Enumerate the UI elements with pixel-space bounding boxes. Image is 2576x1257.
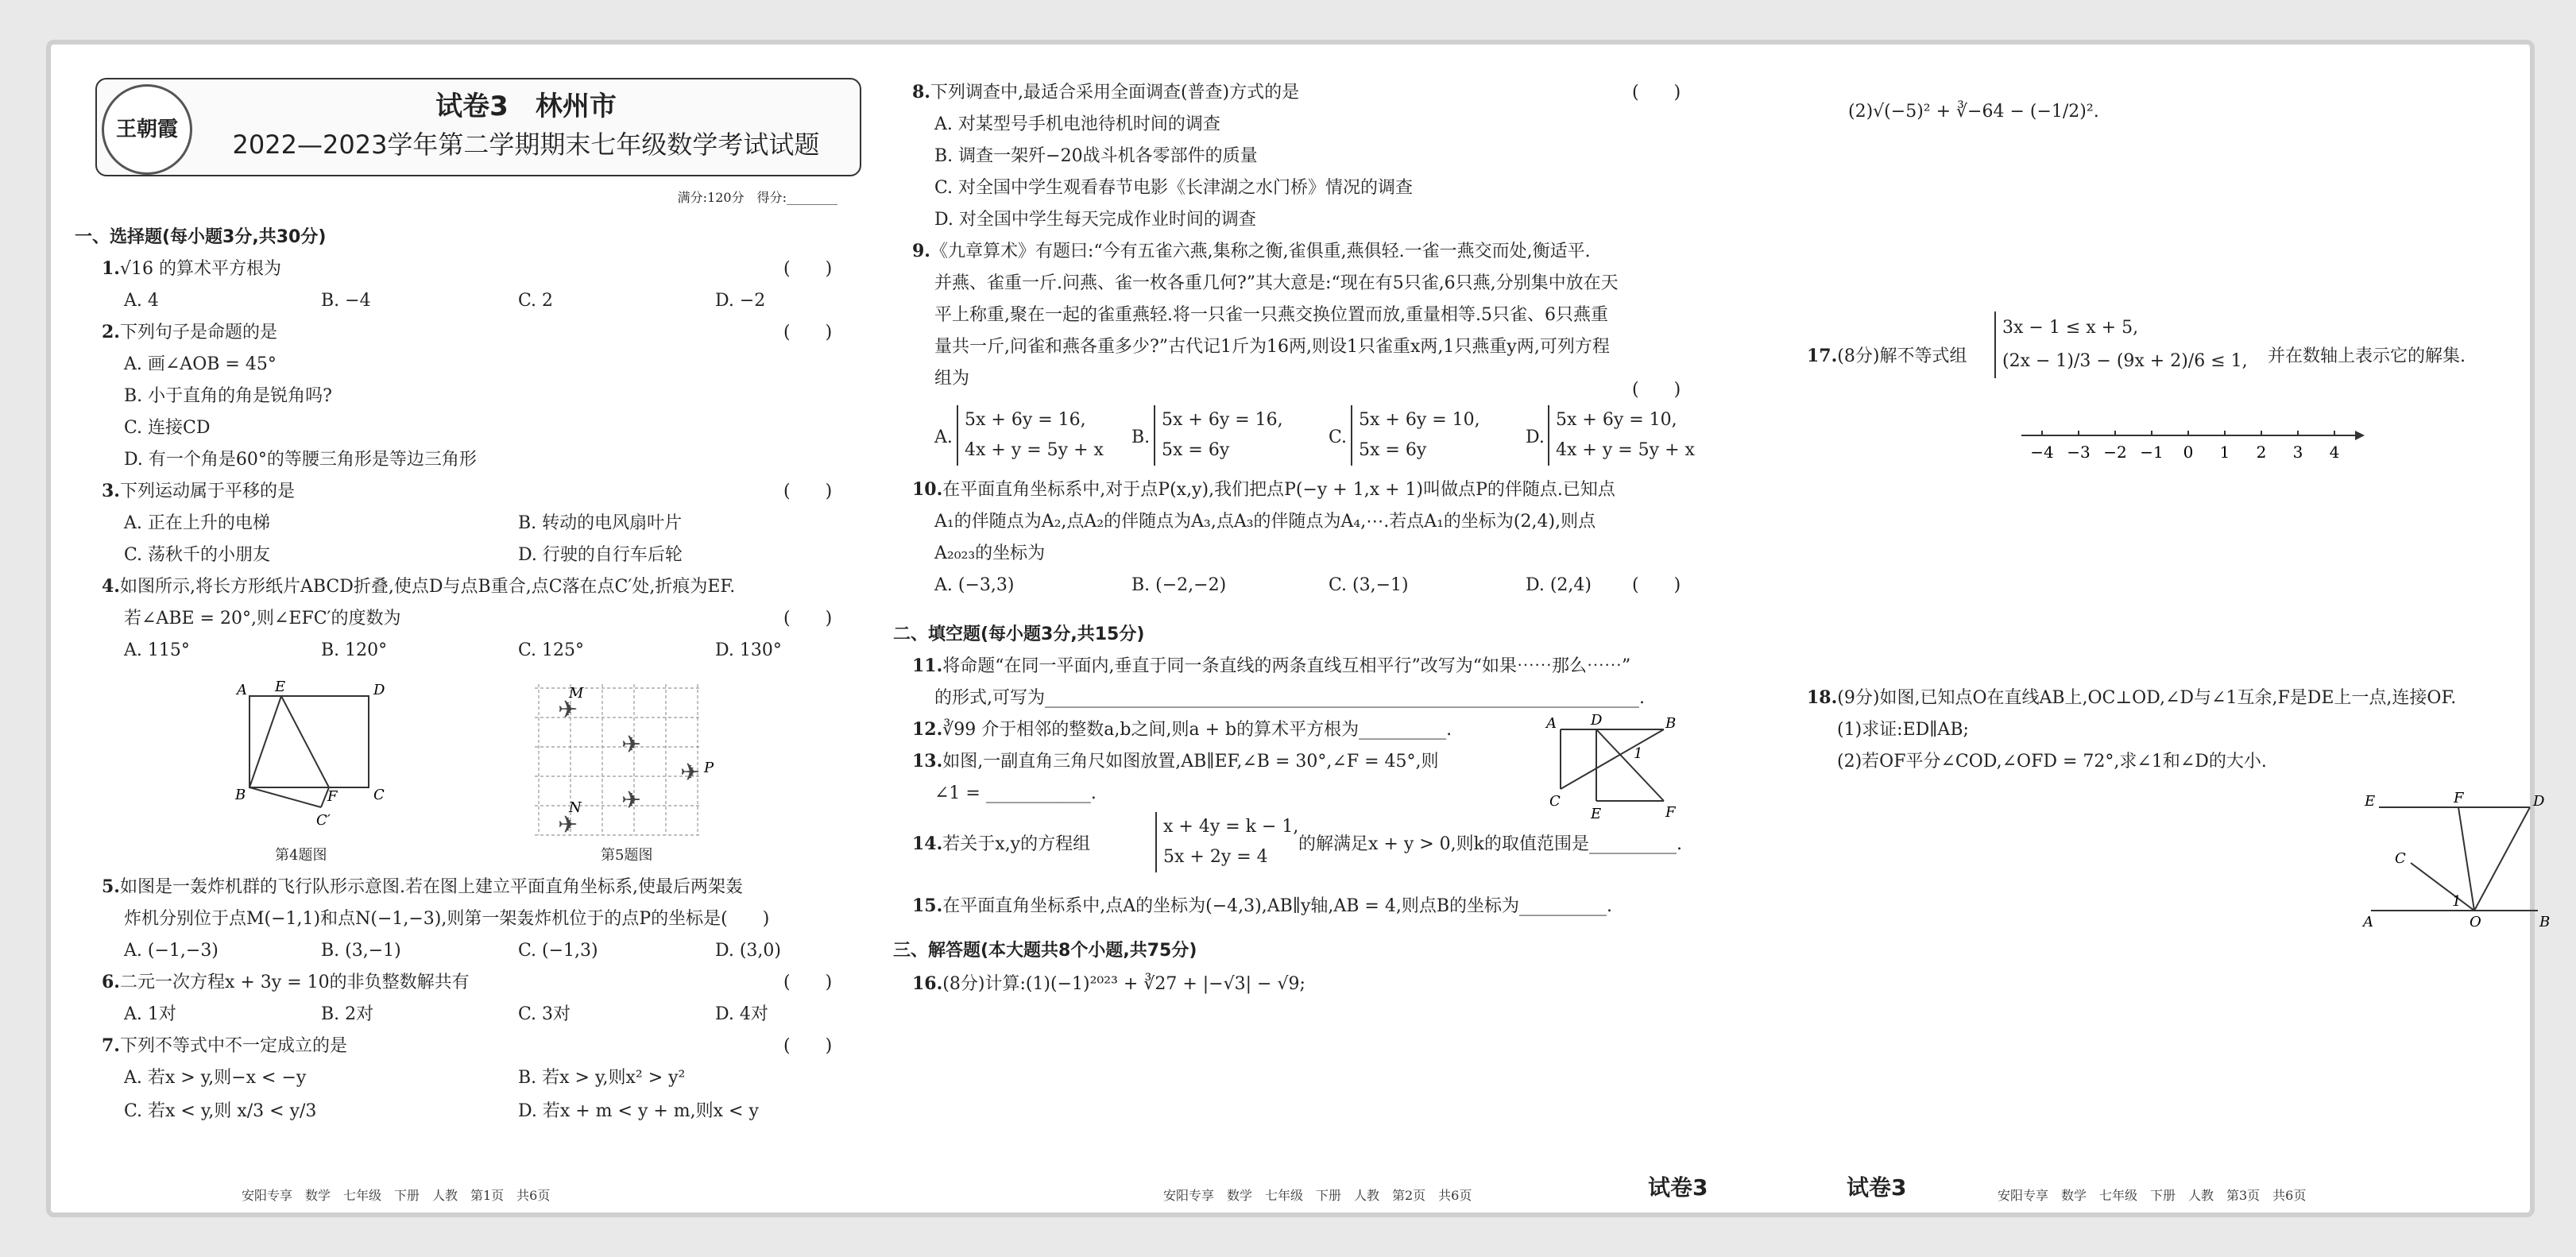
q9-line-5: 组为 <box>934 369 970 389</box>
number-line-tick-label: 3 <box>2292 443 2303 462</box>
q15-text: 15.在平面直角坐标系中,点A的坐标为(−4,3),AB∥y轴,AB = 4,则点B的坐标为__________. <box>912 895 1613 916</box>
q2-option-d: D. 有一个角是60°的等腰三角形是等边三角形 <box>124 450 477 470</box>
q6-option-c: C. 3对 <box>518 1004 571 1024</box>
exam-header <box>95 78 861 176</box>
figure-18-diagram <box>2363 790 2554 930</box>
q9-option-b-label: B. <box>1131 427 1151 447</box>
number-line-tick-label: 0 <box>2183 443 2194 462</box>
fig13-label-c: C <box>1549 793 1561 810</box>
q9-option-b-system: 5x + 6y = 16, 5x = 6y <box>1154 405 1283 466</box>
q9-answer-paren: ( ) <box>1632 380 1681 400</box>
q9-line-3: 平上称重,聚在一起的雀重燕轻.将一只雀一只燕交换位置而放,重量相等.5只雀、6只燕重 <box>934 305 1608 325</box>
q6-answer-paren: ( ) <box>783 973 833 992</box>
fig18-label-angle-1: 1 <box>2452 893 2462 910</box>
q1-option-b: B. −4 <box>321 291 371 311</box>
q10-option-b: B. (−2,−2) <box>1131 575 1227 595</box>
fig18-label-d: D <box>2533 793 2545 810</box>
fig5-plane-p: ✈ <box>680 759 701 787</box>
page-3-footer: 安阳专享 数学 七年级 下册 人教 第3页 共6页 <box>1998 1188 2307 1203</box>
q13-line-2: ∠1 = ____________. <box>934 783 1097 803</box>
q2-stem: 2.下列句子是命题的是 <box>102 322 277 342</box>
fig18-label-o: O <box>2470 914 2481 930</box>
number-line-tick-label: −3 <box>2067 443 2091 462</box>
q10-line-3: A₂₀₂₃的坐标为 <box>934 543 1046 563</box>
fig4-label-c: C <box>373 787 385 803</box>
q18-line-3: (2)若OF平分∠COD,∠OFD = 72°,求∠1和∠D的大小. <box>1837 752 2267 772</box>
q8-answer-paren: ( ) <box>1632 83 1681 102</box>
fig13-label-a: A <box>1546 715 1557 732</box>
q7-answer-paren: ( ) <box>783 1036 833 1056</box>
q3-option-d: D. 行驶的自行车后轮 <box>518 545 683 565</box>
figure-13-diagram <box>1545 714 1704 825</box>
fig18-label-f: F <box>2454 790 2464 806</box>
q4-stem: 4.如图所示,将长方形纸片ABCD折叠,使点D与点B重合,点C落在点C′处,折痕为EF. <box>102 576 736 597</box>
q14-suffix: 的解满足x + y > 0,则k的取值范围是__________. <box>1298 834 1682 854</box>
exam-subtitle: 2022—2023学年第二学期期末七年级数学考试试题 <box>232 130 820 160</box>
figure-4-diagram <box>234 680 424 831</box>
q10-line-1: 10.在平面直角坐标系中,对于点P(x,y),我们把点P(−y + 1,x + 1)叫做点P的伴随点.已知点 <box>912 479 1615 500</box>
q9-option-c-label: C. <box>1329 427 1348 447</box>
section-2-title: 二、填空题(每小题3分,共15分) <box>893 625 1145 644</box>
q4-option-d: D. 130° <box>715 640 782 660</box>
number-line-tick-label: −1 <box>2140 443 2164 462</box>
page-2-footer: 安阳专享 数学 七年级 下册 人教 第2页 共6页 <box>1163 1188 1472 1203</box>
fig18-label-c: C <box>2395 850 2406 867</box>
figure-4-caption: 第4题图 <box>275 847 327 864</box>
fig5-label-m: M <box>569 685 584 702</box>
q3-answer-paren: ( ) <box>783 482 833 501</box>
q9-option-c-system: 5x + 6y = 10, 5x = 6y <box>1351 405 1480 466</box>
number-line-tick-label: 4 <box>2329 443 2340 462</box>
fig4-rectangle <box>249 696 369 787</box>
fig13-label-e: E <box>1591 806 1602 822</box>
q5-option-a: A. (−1,−3) <box>124 941 219 961</box>
q7-option-b: B. 若x > y,则x² > y² <box>518 1068 686 1088</box>
number-line-tick-label: 1 <box>2219 443 2230 462</box>
q2-option-b: B. 小于直角的角是锐角吗? <box>124 386 332 406</box>
fig4-line-be <box>249 696 281 787</box>
q5-stem: 5.如图是一轰炸机群的飞行队形示意图.若在图上建立平面直角坐标系,使最后两架轰 <box>102 876 743 897</box>
q7-option-c: C. 若x < y,则 x/3 < y/3 <box>124 1101 317 1121</box>
q10-option-a: A. (−3,3) <box>934 575 1015 595</box>
q4-stem-2: 若∠ABE = 20°,则∠EFC′的度数为 <box>124 609 401 628</box>
q3-stem: 3.下列运动属于平移的是 <box>102 481 295 501</box>
q6-option-a: A. 1对 <box>124 1004 176 1024</box>
fig18-label-e: E <box>2365 793 2376 810</box>
q7-option-d: D. 若x + m < y + m,则x < y <box>518 1101 759 1121</box>
fig4-label-a: A <box>237 682 247 698</box>
q2-option-c: C. 连接CD <box>124 418 211 438</box>
q1-answer-paren: ( ) <box>783 259 833 279</box>
q14-system: x + 4y = k − 1, 5x + 2y = 4 <box>1155 812 1298 872</box>
fig5-label-n: N <box>569 799 582 816</box>
q4-option-b: B. 120° <box>321 640 388 660</box>
q8-option-d: D. 对全国中学生每天完成作业时间的调查 <box>934 210 1256 230</box>
q8-option-c: C. 对全国中学生观看春节电影《长津湖之水门桥》情况的调查 <box>934 178 1414 198</box>
q16-text: 16.(8分)计算:(1)(−1)²⁰²³ + ∛27 + |−√3| − √9; <box>912 973 1305 994</box>
q5-stem-2: 炸机分别位于点M(−1,1)和点N(−1,−3),则第一架轰炸机位于的点P的坐标是( ) <box>124 909 770 929</box>
fig4-crease-ef <box>281 696 329 787</box>
q7-option-a: A. 若x > y,则−x < −y <box>124 1068 307 1088</box>
fig18-label-a: A <box>2363 914 2373 930</box>
exam-sheet <box>46 40 2551 1217</box>
fig18-line-oc <box>2411 863 2474 911</box>
fig18-line-od <box>2474 807 2530 911</box>
q1-stem: 1.√16 的算术平方根为 <box>102 258 281 279</box>
q4-answer-paren: ( ) <box>783 609 833 628</box>
q10-answer-paren: ( ) <box>1632 575 1681 595</box>
fig4-label-f: F <box>327 788 338 805</box>
fig5-plane-3: ✈ <box>621 787 642 814</box>
fig5-label-p: P <box>704 760 714 776</box>
section-3-title: 三、解答题(本大题共8个小题,共75分) <box>893 941 1197 961</box>
q5-option-b: B. (3,−1) <box>321 941 401 961</box>
fig5-plane-2: ✈ <box>621 731 642 759</box>
fig4-line-bc2 <box>249 787 321 807</box>
q12-text: 12.∛99 介于相邻的整数a,b之间,则a + b的算术平方根为__________. <box>912 719 1452 740</box>
q9-line-4: 量共一斤,问雀和燕各重多少?”古代记1斤为16两,则设1只雀重x两,1只燕重y两,可列方程 <box>934 337 1610 357</box>
q7-stem: 7.下列不等式中不一定成立的是 <box>102 1035 347 1056</box>
q17-suffix: 并在数轴上表示它的解集. <box>2268 346 2466 366</box>
q5-option-c: C. (−1,3) <box>518 941 598 961</box>
q11-line-1: 11.将命题“在同一平面内,垂直于同一条直线的两条直线互相平行”改写为“如果⋯⋯那么⋯⋯” <box>912 656 1631 676</box>
fig4-label-d: D <box>373 682 385 698</box>
q4-option-c: C. 125° <box>518 640 585 660</box>
q1-option-c: C. 2 <box>518 291 554 311</box>
q11-line-2: 的形式,可写为____________________________________________________________________. <box>934 688 1645 708</box>
q9-option-d-system: 5x + 6y = 10, 4x + y = 5y + x <box>1548 405 1695 466</box>
section-1-title: 一、选择题(每小题3分,共30分) <box>75 227 327 247</box>
q9-option-a-system: 5x + 6y = 16, 4x + y = 5y + x <box>957 405 1104 466</box>
fig13-label-b: B <box>1665 715 1677 732</box>
figure-5-grid <box>531 680 714 839</box>
number-line-arrow <box>2355 431 2365 440</box>
exam-title: 试卷3 林州市 <box>435 91 617 122</box>
q13-line-1: 13.如图,一副直角三角尺如图放置,AB∥EF,∠B = 30°,∠F = 45°,则 <box>912 751 1439 772</box>
q8-stem: 8.下列调查中,最适合采用全面调查(普查)方式的是 <box>912 82 1300 102</box>
q16-part-2: (2)√(−5)² + ∛−64 − (−1/2)². <box>1848 102 2099 122</box>
fig4-label-e: E <box>275 679 286 695</box>
q17-system: 3x − 1 ≤ x + 5, (2x − 1)/3 − (9x + 2)/6 ≤ 1, <box>1994 311 2248 378</box>
fig13-label-angle-1: 1 <box>1634 745 1643 762</box>
publisher-logo: 王朝霞 <box>102 84 192 175</box>
q4-option-a: A. 115° <box>124 640 190 660</box>
q6-option-b: B. 2对 <box>321 1004 374 1024</box>
page-3-exam-marker: 试卷3 <box>1847 1174 1907 1201</box>
page-1-footer: 安阳专享 数学 七年级 下册 人教 第1页 共6页 <box>242 1188 551 1203</box>
q3-option-a: A. 正在上升的电梯 <box>124 513 270 533</box>
fig13-line-df <box>1596 729 1664 801</box>
q17-prefix: 17.(8分)解不等式组 <box>1807 346 1967 366</box>
q1-option-a: A. 4 <box>124 291 159 311</box>
fig4-label-c-prime: C′ <box>316 812 331 829</box>
fig13-line-cb <box>1561 729 1664 789</box>
q2-option-a: A. 画∠AOB = 45° <box>124 354 277 374</box>
q9-line-2: 并燕、雀重一斤.问燕、雀一枚各重几何?”其大意是:“现在有5只雀,6只燕,分别集中放在天 <box>934 273 1619 293</box>
number-line-tick-label: −2 <box>2103 443 2127 462</box>
figure-5-caption: 第5题图 <box>601 847 653 864</box>
number-line <box>2021 426 2371 474</box>
q9-line-1: 9.《九章算术》有题曰:“今有五雀六燕,集称之衡,雀俱重,燕俱轻.一雀一燕交而处,衡适平. <box>912 241 1591 261</box>
q6-stem: 6.二元一次方程x + 3y = 10的非负整数解共有 <box>102 972 470 992</box>
q3-option-b: B. 转动的电风扇叶片 <box>518 513 683 533</box>
fig5-plane-n: ✈ <box>558 811 578 839</box>
q10-line-2: A₁的伴随点为A₂,点A₂的伴随点为A₃,点A₃的伴随点为A₄,⋯.若点A₁的坐标为(2,4),则点 <box>934 512 1596 532</box>
q2-answer-paren: ( ) <box>783 323 833 342</box>
q10-option-d: D. (2,4) <box>1526 575 1592 595</box>
q18-line-1: 18.(9分)如图,已知点O在直线AB上,OC⊥OD,∠D与∠1互余,F是DE上一点,连接OF. <box>1807 687 2457 708</box>
q1-option-d: D. −2 <box>715 291 766 311</box>
q3-option-c: C. 荡秋千的小朋友 <box>124 545 271 565</box>
q9-option-d-label: D. <box>1526 427 1545 447</box>
q10-option-c: C. (3,−1) <box>1329 575 1409 595</box>
fig18-label-b: B <box>2539 914 2551 930</box>
score-line: 满分:120分 得分:________ <box>677 190 837 205</box>
number-line-tick-label: −4 <box>2030 443 2054 462</box>
q8-option-a: A. 对某型号手机电池待机时间的调查 <box>934 114 1220 134</box>
number-line-tick-label: 2 <box>2256 443 2267 462</box>
page-2-exam-marker: 试卷3 <box>1648 1174 1708 1201</box>
q8-option-b: B. 调查一架歼−20战斗机各零部件的质量 <box>934 146 1258 166</box>
q5-option-d: D. (3,0) <box>715 941 781 961</box>
q9-option-a-label: A. <box>934 427 953 447</box>
q6-option-d: D. 4对 <box>715 1004 768 1024</box>
fig4-label-b: B <box>235 787 246 803</box>
q18-line-2: (1)求证:ED∥AB; <box>1837 720 1969 740</box>
q14-prefix: 14.若关于x,y的方程组 <box>912 833 1091 854</box>
fig13-label-f: F <box>1665 804 1676 821</box>
fig5-plane-m: ✈ <box>558 696 578 724</box>
fig13-label-d: D <box>1591 712 1603 729</box>
